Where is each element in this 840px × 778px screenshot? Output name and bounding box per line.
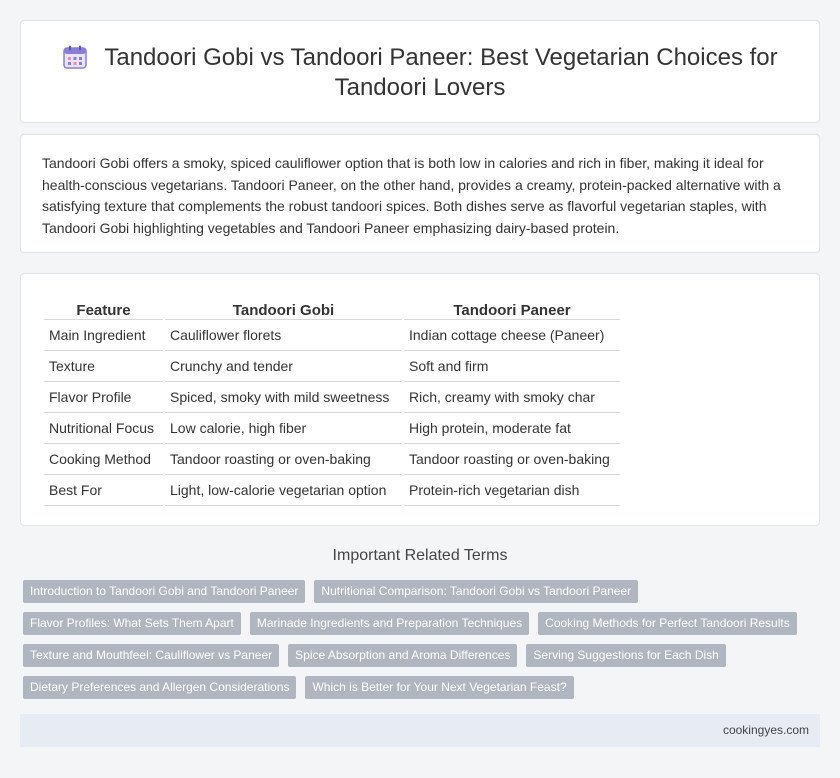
calendar-icon	[62, 44, 88, 70]
related-term-tag[interactable]: Dietary Preferences and Allergen Considerations	[23, 676, 296, 699]
row-feature: Cooking Method	[44, 444, 163, 475]
row-feature: Flavor Profile	[44, 382, 163, 413]
tag-row	[23, 580, 823, 603]
comparison-card	[20, 273, 820, 526]
comparison-table	[42, 294, 622, 506]
row-feature: Main Ingredient	[44, 320, 163, 351]
row-gobi: Crunchy and tender	[165, 351, 402, 382]
row-gobi: Tandoor roasting or oven-baking	[165, 444, 402, 475]
row-gobi: Cauliflower florets	[165, 320, 402, 351]
related-term-tag[interactable]: Texture and Mouthfeel: Cauliflower vs Paneer	[23, 644, 279, 667]
page-title	[21, 43, 819, 103]
page-title-text: Tandoori Gobi vs Tandoori Paneer: Best Vegetarian Choices for Tandoori Lovers	[104, 44, 778, 101]
related-term-tag[interactable]: Flavor Profiles: What Sets Them Apart	[23, 612, 241, 635]
title-card	[20, 20, 820, 123]
row-gobi: Light, low-calorie vegetarian option	[165, 475, 402, 506]
footer-site-link[interactable]: cookingyes.com	[722, 723, 809, 737]
header-tandoori-gobi: Tandoori Gobi	[165, 294, 402, 320]
related-term-tag[interactable]: Serving Suggestions for Each Dish	[526, 644, 725, 667]
row-gobi: Spiced, smoky with mild sweetness	[165, 382, 402, 413]
header-feature: Feature	[44, 294, 163, 320]
row-gobi: Low calorie, high fiber	[165, 413, 402, 444]
row-paneer: Indian cottage cheese (Paneer)	[404, 320, 620, 351]
tag-row	[23, 676, 823, 699]
row-feature: Best For	[44, 475, 163, 506]
row-feature: Texture	[44, 351, 163, 382]
row-paneer: Rich, creamy with smoky char	[404, 382, 620, 413]
table-row	[44, 382, 620, 413]
related-term-tag[interactable]: Cooking Methods for Perfect Tandoori Results	[538, 612, 797, 635]
table-row	[44, 475, 620, 506]
tag-row	[23, 612, 823, 635]
related-term-tag[interactable]: Introduction to Tandoori Gobi and Tandoori Paneer	[23, 580, 305, 603]
table-header-row	[44, 294, 620, 320]
related-terms-heading: Important Related Terms	[332, 547, 508, 564]
related-term-tag[interactable]: Spice Absorption and Aroma Differences	[288, 644, 517, 667]
row-feature: Nutritional Focus	[44, 413, 163, 444]
table-row	[44, 413, 620, 444]
row-paneer: Soft and firm	[404, 351, 620, 382]
row-paneer: Protein-rich vegetarian dish	[404, 475, 620, 506]
tag-row	[23, 644, 823, 667]
table-row	[44, 351, 620, 382]
intro-paragraph: Tandoori Gobi offers a smoky, spiced cauliflower option that is both low in calories and rich in fiber, making it ideal for health-conscious vegetarians. Tandoori Paneer, on the other hand, provides a creamy, protein-packed alternative with a satisfying texture that complements the robust tandoori spices. Both dishes serve as flavorful vegetarian staples, with Tandoori Gobi highlighting vegetables and Tandoori Paneer emphasizing dairy-based protein.	[42, 155, 781, 236]
row-paneer: High protein, moderate fat	[404, 413, 620, 444]
table-row	[44, 444, 620, 475]
related-term-tag[interactable]: Which is Better for Your Next Vegetarian Feast?	[305, 676, 573, 699]
footer	[20, 714, 820, 747]
related-term-tag[interactable]: Marinade Ingredients and Preparation Techniques	[250, 612, 529, 635]
related-terms-list	[23, 580, 823, 708]
row-paneer: Tandoor roasting or oven-baking	[404, 444, 620, 475]
related-term-tag[interactable]: Nutritional Comparison: Tandoori Gobi vs Tandoori Paneer	[314, 580, 638, 603]
table-row	[44, 320, 620, 351]
header-tandoori-paneer: Tandoori Paneer	[404, 294, 620, 320]
intro-card	[20, 134, 820, 253]
